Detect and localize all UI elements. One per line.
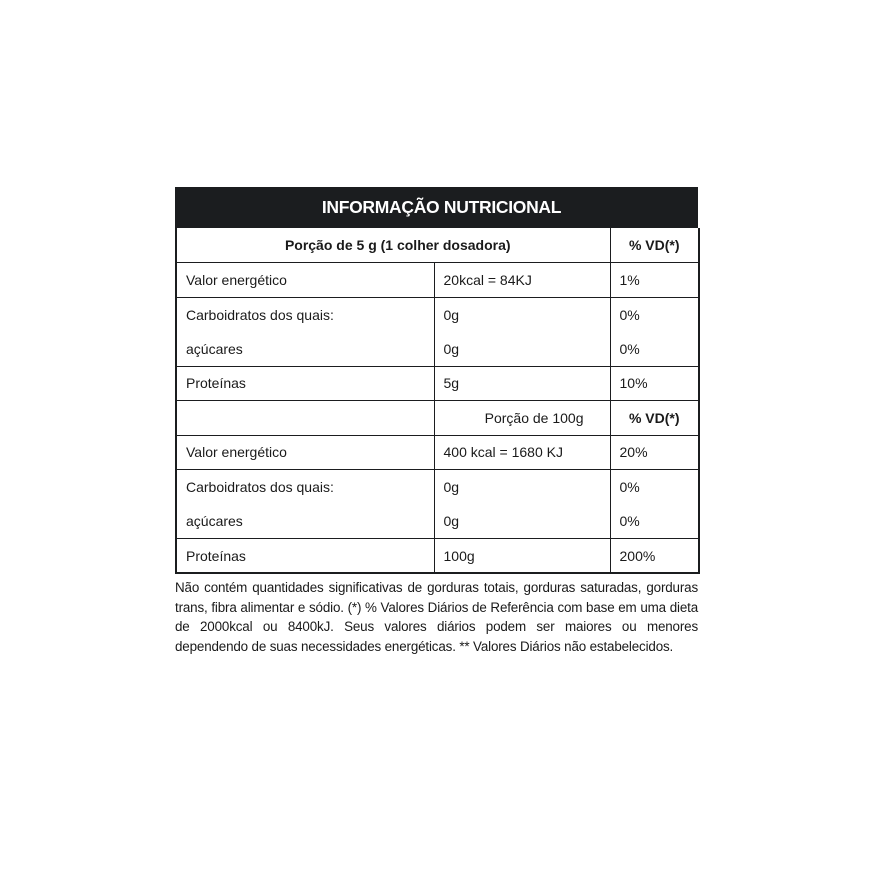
nutrient-vd: 200% [610,539,699,574]
nutrient-name: Proteínas [176,539,434,574]
table-row [176,504,699,539]
nutrient-name: Carboidratos dos quais: [176,297,434,332]
empty-cell [176,401,434,436]
nutrient-name: açúcares [176,332,434,367]
nutrient-amount: 20kcal = 84KJ [434,263,610,298]
section1-header-row [176,228,699,263]
nutrient-vd: 0% [610,504,699,539]
nutrient-amount: 5g [434,366,610,401]
nutrient-name: açúcares [176,504,434,539]
table-row [176,366,699,401]
nutrient-vd: 1% [610,263,699,298]
section1-portion: Porção de 5 g (1 colher dosadora) [176,228,610,263]
footnote: Não contém quantidades significativas de gorduras totais, gorduras saturadas, gorduras trans, fibra alimentar e sódio. (*) % Valores Diários de Referência com base em uma dieta de 2000kcal ou 8400kJ. Seus valores diários podem ser maiores ou menores dependendo de suas necessidades energéticas. ** Valores Diários não estabelecidos. [175,580,698,654]
nutrient-name: Valor energético [176,263,434,298]
nutrient-name: Carboidratos dos quais: [176,470,434,505]
nutrient-vd: 0% [610,332,699,367]
table-row [176,332,699,367]
nutrient-amount: 100g [434,539,610,574]
nutrient-name: Proteínas [176,366,434,401]
nutrition-table [175,228,700,574]
label-title: INFORMAÇÃO NUTRICIONAL [175,187,698,228]
nutrient-amount: 0g [434,297,610,332]
table-row [176,297,699,332]
nutrient-amount: 0g [434,504,610,539]
section2-vd-header: % VD(*) [610,401,699,436]
nutrient-vd: 20% [610,435,699,470]
nutrient-name: Valor energético [176,435,434,470]
section2-portion: Porção de 100g [434,401,610,436]
nutrient-vd: 10% [610,366,699,401]
nutrient-vd: 0% [610,470,699,505]
nutrient-amount: 0g [434,332,610,367]
table-row [176,539,699,574]
nutrient-vd: 0% [610,297,699,332]
table-row [176,435,699,470]
nutrient-amount: 0g [434,470,610,505]
section1-vd-header: % VD(*) [610,228,699,263]
table-row [176,470,699,505]
nutrient-amount: 400 kcal = 1680 KJ [434,435,610,470]
table-row [176,263,699,298]
nutrition-facts-label [175,187,698,656]
section2-header-row [176,401,699,436]
